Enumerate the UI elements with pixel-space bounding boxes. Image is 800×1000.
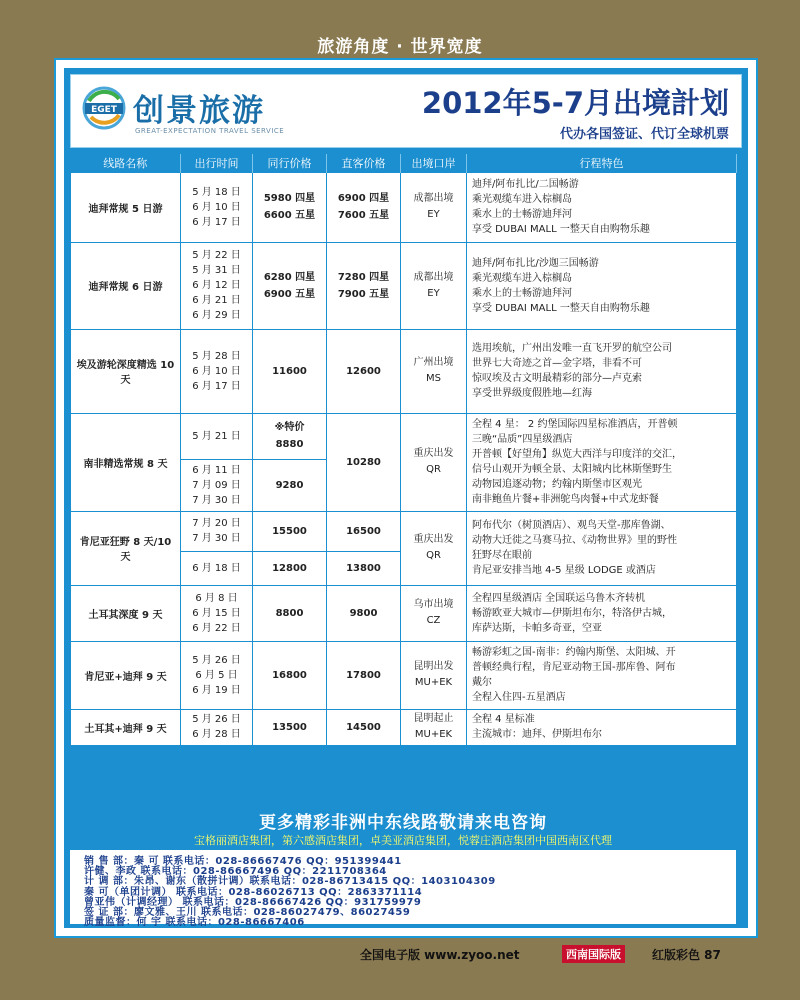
direct-price: 10280 bbox=[327, 413, 401, 511]
departure-port: 成都出境 EY bbox=[401, 172, 467, 242]
peer-price: 15500 bbox=[253, 511, 327, 551]
tour-dates: 6 月 18 日 bbox=[181, 551, 253, 585]
peer-price: ※特价 8880 bbox=[253, 413, 327, 459]
plan-header bbox=[70, 74, 742, 148]
tour-features: 选用埃航，广州出发唯一直飞开罗的航空公司 世界七大奇迹之首—金字塔，非看不可 惊叹埃及古文明最精彩的部分—卢克索 享受世界级度假胜地—红海 bbox=[467, 329, 737, 413]
table-row bbox=[71, 242, 737, 329]
peer-price: 6280 四星 6900 五星 bbox=[253, 242, 327, 329]
peer-price: 13500 bbox=[253, 709, 327, 745]
departure-port: 重庆出发 QR bbox=[401, 413, 467, 511]
departure-port: 成都出境 EY bbox=[401, 242, 467, 329]
brand-english: GREAT-EXPECTATION TRAVEL SERVICE bbox=[135, 127, 285, 135]
tour-dates: 6 月 8 日 6 月 15 日 6 月 22 日 bbox=[181, 585, 253, 641]
contact-line: 曾亚伟（计调经理） 联系电话：028-86667426 QQ：931759979 bbox=[84, 896, 422, 908]
contact-panel bbox=[70, 850, 736, 929]
contact-line: 质量监督：何 宇 联系电话：028-86667406 bbox=[84, 917, 305, 929]
table-row bbox=[71, 585, 737, 641]
col-header: 出境口岸 bbox=[401, 154, 467, 172]
direct-price: 13800 bbox=[327, 551, 401, 585]
direct-price: 14500 bbox=[327, 709, 401, 745]
tour-features: 迪拜/阿布扎比/沙迦三国畅游 乘光观缆车进入棕榈岛 乘水上的士畅游迪拜河 享受 DUBAI MALL 一整天自由购物乐趣 bbox=[467, 242, 737, 329]
departure-port: 重庆出发 QR bbox=[401, 511, 467, 585]
col-header: 同行价格 bbox=[253, 154, 327, 172]
direct-price: 6900 四星 7600 五星 bbox=[327, 172, 401, 242]
col-header: 直客价格 bbox=[327, 154, 401, 172]
direct-price: 9800 bbox=[327, 585, 401, 641]
contact-line: 秦 可（单团计调） 联系电话：028-86026713 QQ：2863371114 bbox=[84, 886, 423, 898]
table-row bbox=[71, 511, 737, 551]
tour-name: 土耳其+迪拜 9 天 bbox=[71, 709, 181, 745]
tour-features: 全程 4 星： 2 约堡国际四星标准酒店，开普顿 三晚“品质”四星级酒店 开普顿【好望角】纵览大西洋与印度洋的交汇， 信号山观开为顿全景、太阳城内比林斯堡野生 动物园追逐动物；约翰内斯堡市区观光 南非鲍鱼片餐+非洲鸵鸟肉餐+中式龙虾餐 bbox=[467, 413, 737, 511]
tour-features: 阿布代尔（树顶酒店）、观鸟天堂-那库鲁湖、 动物大迁徙之马赛马拉、《动物世界》里的野性 狂野尽在眼前 肯尼亚安排当地 4-5 星级 LODGE 或酒店 bbox=[467, 511, 737, 585]
direct-price: 17800 bbox=[327, 641, 401, 709]
brand-name: 创景旅游 bbox=[133, 93, 265, 129]
page-number: 红版彩色 87 bbox=[652, 948, 721, 962]
tour-dates: 7 月 20 日 7 月 30 日 bbox=[181, 511, 253, 551]
tour-dates: 5 月 22 日 5 月 31 日 6 月 12 日 6 月 21 日 6 月 29 日 bbox=[181, 242, 253, 329]
table-row bbox=[71, 641, 737, 709]
brand-logo-icon bbox=[81, 85, 127, 131]
departure-port: 乌市出境 CZ bbox=[401, 585, 467, 641]
direct-price: 16500 bbox=[327, 511, 401, 551]
peer-price: 9280 bbox=[253, 459, 327, 511]
plan-title: 2012年5-7月出境計划 bbox=[421, 86, 729, 120]
tour-name: 肯尼亚+迪拜 9 天 bbox=[71, 641, 181, 709]
tour-name: 迪拜常规 6 日游 bbox=[71, 242, 181, 329]
tour-name: 南非精选常规 8 天 bbox=[71, 413, 181, 511]
peer-price: 12800 bbox=[253, 551, 327, 585]
departure-port: 广州出境 MS bbox=[401, 329, 467, 413]
edition-badge: 西南国际版 bbox=[562, 945, 625, 963]
tour-dates: 5 月 21 日 bbox=[181, 413, 253, 459]
direct-price: 12600 bbox=[327, 329, 401, 413]
more-routes-banner: 更多精彩非洲中东线路敬请来电咨询 bbox=[259, 813, 547, 833]
tour-features: 全程四星级酒店 全国联运乌鲁木齐转机 畅游欧亚大城市—伊斯坦布尔，特洛伊古城， 库萨达斯，卡帕多奇亚，空亚 bbox=[467, 585, 737, 641]
contact-line: 许健、李政 联系电话：028-86667496 QQ：2211708364 bbox=[84, 866, 387, 878]
plan-subtitle: 代办各国签证、代订全球机票 bbox=[559, 127, 729, 142]
tour-features: 全程 4 星标准 主流城市：迪拜、伊斯坦布尔 bbox=[467, 709, 737, 745]
tour-name: 肯尼亚狂野 8 天/10 天 bbox=[71, 511, 181, 585]
page-footer bbox=[0, 944, 800, 966]
departure-port: 昆明出发 MU+EK bbox=[401, 641, 467, 709]
tour-dates: 5 月 28 日 6 月 10 日 6 月 17 日 bbox=[181, 329, 253, 413]
peer-price: 8800 bbox=[253, 585, 327, 641]
edition-url: 全国电子版 www.zyoo.net bbox=[360, 948, 520, 962]
table-row bbox=[71, 172, 737, 242]
col-header: 线路名称 bbox=[71, 154, 181, 172]
peer-price: 5980 四星 6600 五星 bbox=[253, 172, 327, 242]
table-row bbox=[71, 413, 737, 459]
contact-line: 计 调 部：朱昂、谢东（散拼计调）联系电话：028-86713415 QQ：1403104309 bbox=[84, 876, 496, 888]
tour-table bbox=[70, 154, 737, 746]
col-header: 出行时间 bbox=[181, 154, 253, 172]
svg-text:EGET: EGET bbox=[91, 105, 117, 115]
tour-dates: 5 月 26 日 6 月 28 日 bbox=[181, 709, 253, 745]
tour-name: 埃及游轮深度精选 10 天 bbox=[71, 329, 181, 413]
col-header: 行程特色 bbox=[467, 154, 737, 172]
tour-features: 迪拜/阿布扎比/二国畅游 乘光观缆车进入棕榈岛 乘水上的士畅游迪拜河 享受 DUBAI MALL 一整天自由购物乐趣 bbox=[467, 172, 737, 242]
top-slogan: 旅游角度 · 世界宽度 bbox=[317, 37, 483, 57]
table-row bbox=[71, 709, 737, 745]
tour-features: 畅游彩虹之国-南非：约翰内斯堡、太阳城、开 普顿经典行程，肯尼亚动物王国-那库鲁、阿布 戴尔 全程入住四-五星酒店 bbox=[467, 641, 737, 709]
table-header-row bbox=[71, 154, 737, 172]
tour-dates: 5 月 26 日 6 月 5 日 6 月 19 日 bbox=[181, 641, 253, 709]
tour-name: 土耳其深度 9 天 bbox=[71, 585, 181, 641]
peer-price: 16800 bbox=[253, 641, 327, 709]
tour-name: 迪拜常规 5 日游 bbox=[71, 172, 181, 242]
contact-line: 销 售 部：秦 可 联系电话：028-86667476 QQ：951399441 bbox=[84, 856, 402, 867]
peer-price: 11600 bbox=[253, 329, 327, 413]
direct-price: 7280 四星 7900 五星 bbox=[327, 242, 401, 329]
departure-port: 昆明起止 MU+EK bbox=[401, 709, 467, 745]
contact-line: 签 证 部：廖文雅、王川 联系电话：028-86027479、86027459 bbox=[84, 907, 411, 918]
blue-panel bbox=[64, 68, 748, 928]
tour-dates: 5 月 18 日 6 月 10 日 6 月 17 日 bbox=[181, 172, 253, 242]
tour-plan-card bbox=[54, 58, 758, 938]
table-row bbox=[71, 329, 737, 413]
hotel-agency-line: 宝格丽酒店集团，第六感酒店集团，卓美亚酒店集团，悦蓉庄酒店集团中国西南区代理 bbox=[194, 834, 612, 847]
tour-dates: 6 月 11 日 7 月 09 日 7 月 30 日 bbox=[181, 459, 253, 511]
